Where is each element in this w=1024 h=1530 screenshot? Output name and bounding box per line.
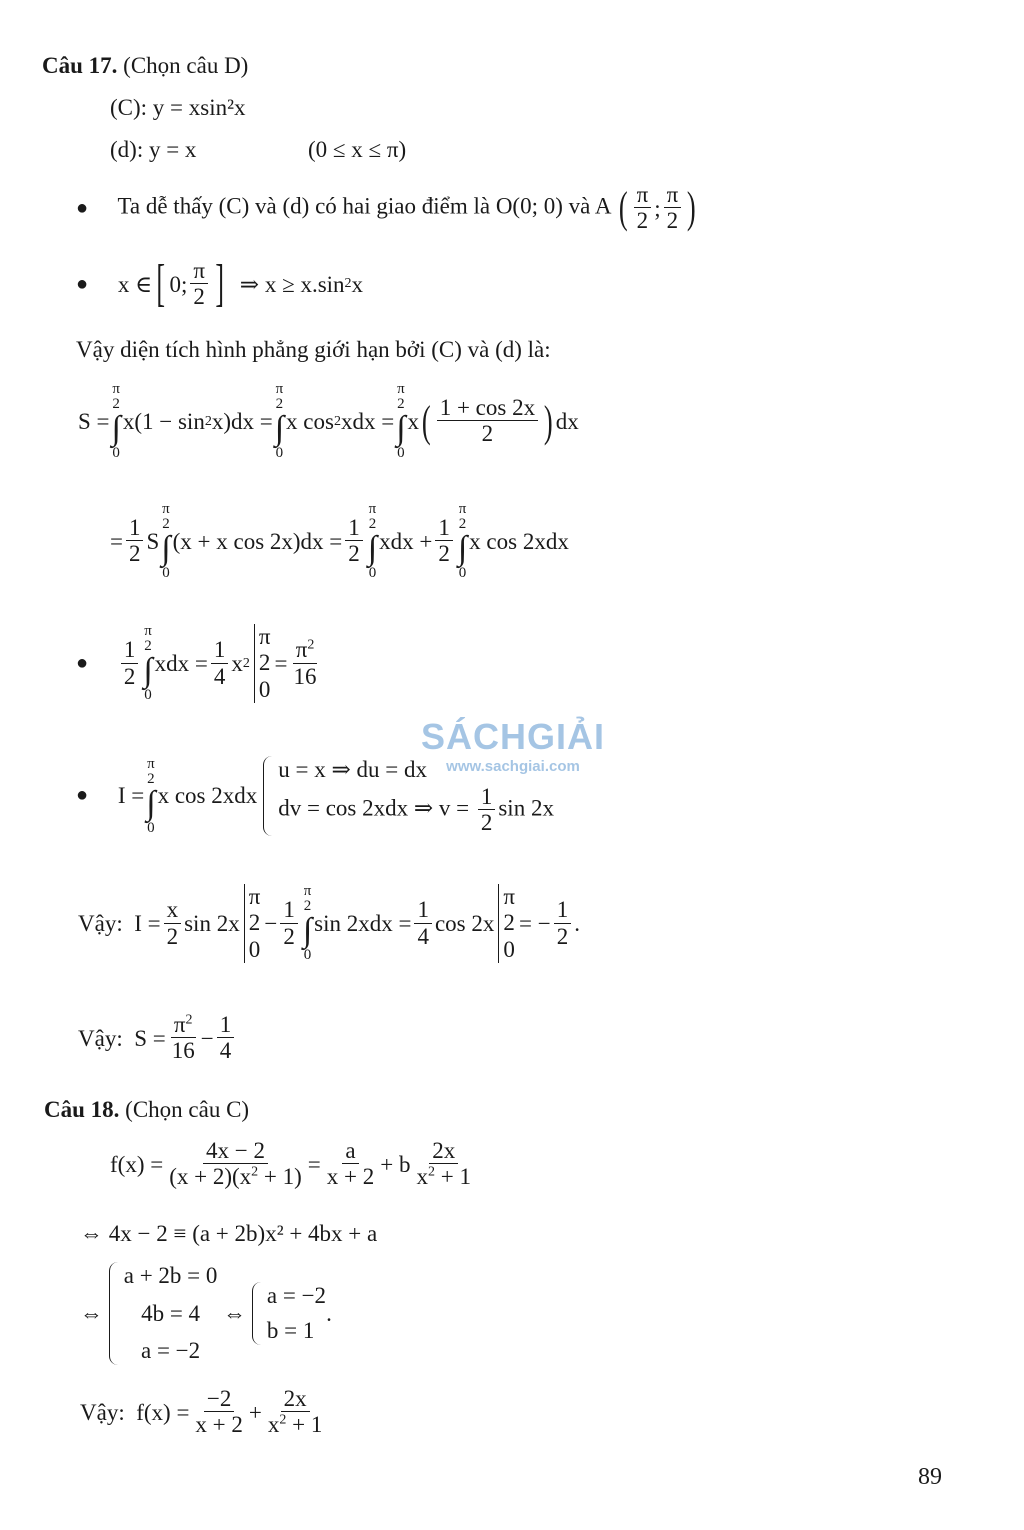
q18-result: Vậy: f(x) = $\frac{-2}{x + 2}$ + $\frac{2x}{x^2 + 1}$ (80, 1386, 323, 1438)
q17-result-I: Vậy: I = $\frac{x}{2}$ sin 2x π 2 0 − $\frac{1}{2}$ π 2 ∫ 0 sin 2xdx = $\frac{1}{4}$ cos 2x π 2 0 = − $\frac{1}{2}$ . (78, 883, 580, 964)
q18-choice: (Chọn câu C) (125, 1097, 250, 1122)
q18-sys2-eq: a = −2 (266, 1282, 327, 1308)
bullet-icon: ● (76, 272, 89, 295)
q18-sys1-eq: a + 2b = 0 (123, 1263, 218, 1288)
q17-heading (42, 52, 248, 80)
page-number: 89 (918, 1464, 942, 1490)
q18-sys2-eq: b = 1 (266, 1318, 315, 1344)
bullet-icon: ● (76, 196, 89, 219)
q18-heading (44, 1096, 249, 1124)
q17-intersection: ● Ta dễ thấy (C) và (d) có hai giao điểm là O(0; 0) và A ( $\frac{\pi}{2}$ ; $\frac{\pi}{2}$ ) (76, 182, 696, 234)
q18-fx-decomposition: f(x) = $\frac{4x - 2}{(x + 2)(x^2 + 1)}$ = $\frac{a}{x + 2}$ + b $\frac{2x}{x^2 + 1}$ (110, 1138, 471, 1190)
q18-sys1-eq: 4b = 4 (141, 1300, 201, 1326)
q17-integral-I: ● I = π 2 ∫ 0 x cos 2xdx u = x ⇒ du = dx dv = cos 2xdx ⇒ v = $\frac{1}{2}$ sin 2x (76, 755, 554, 836)
q17-area-step1: S = π 2 ∫ 0 x(1 − sin 2 x)dx = π 2 ∫ 0 x cos 2 xdx = π 2 ∫ 0 x ( $\frac{1 + \cos 2x}{2}$ ) dx (78, 381, 579, 461)
bullet-icon: ● (76, 784, 89, 807)
watermark-logo (408, 716, 618, 816)
q18-system: ⇔ a + 2b = 0 4b = 4 a = −2 ⇔ a = −2 b = 1 . (80, 1263, 332, 1364)
q18-title: Câu 18. (44, 1097, 120, 1122)
q17-inequality: ● x ∈ [ 0; $\frac{\pi}{2}$ ] ⇒ x ≥ x.sin 2 x (76, 255, 364, 313)
q17-area-intro: Vậy diện tích hình phẳng giới hạn bởi (C) và (d) là: (76, 337, 551, 362)
q17-choice: (Chọn câu D) (123, 53, 249, 78)
q17-domain: (0 ≤ x ≤ π) (307, 137, 407, 162)
q17-line-d: (d): y = x (0 ≤ x ≤ π) (110, 137, 407, 162)
bullet-icon: ● (76, 651, 89, 674)
q17-area-step2: = $\frac{1}{2}$ S π 2 ∫ 0 (x + x cos 2x)dx = $\frac{1}{2}$ π 2 ∫ 0 xdx + $\frac{1}{2}$ π 2 ∫ 0 x cos 2xdx (110, 501, 569, 581)
q17-title: Câu 17. (42, 53, 118, 78)
q18-sys1-eq: a = −2 (141, 1338, 201, 1364)
q18-identity: ⇔ 4x − 2 ≡ (a + 2b)x² + 4bx + a (80, 1221, 378, 1246)
q17-integral-xdx: ● $\frac{1}{2}$ π 2 ∫ 0 xdx = $\frac{1}{4}$ x 2 π 2 0 = $\frac{\pi^2}{16}$ (76, 623, 317, 704)
watermark-url: www.sachgiai.com (446, 758, 580, 775)
watermark-brand: SÁCHGIẢI (420, 716, 605, 757)
q17-result-S: Vậy: S = $\frac{\pi^2}{16}$ − $\frac{1}{4}$ (78, 1012, 237, 1065)
q17-curve: (C): y = xsin²x (110, 95, 246, 120)
